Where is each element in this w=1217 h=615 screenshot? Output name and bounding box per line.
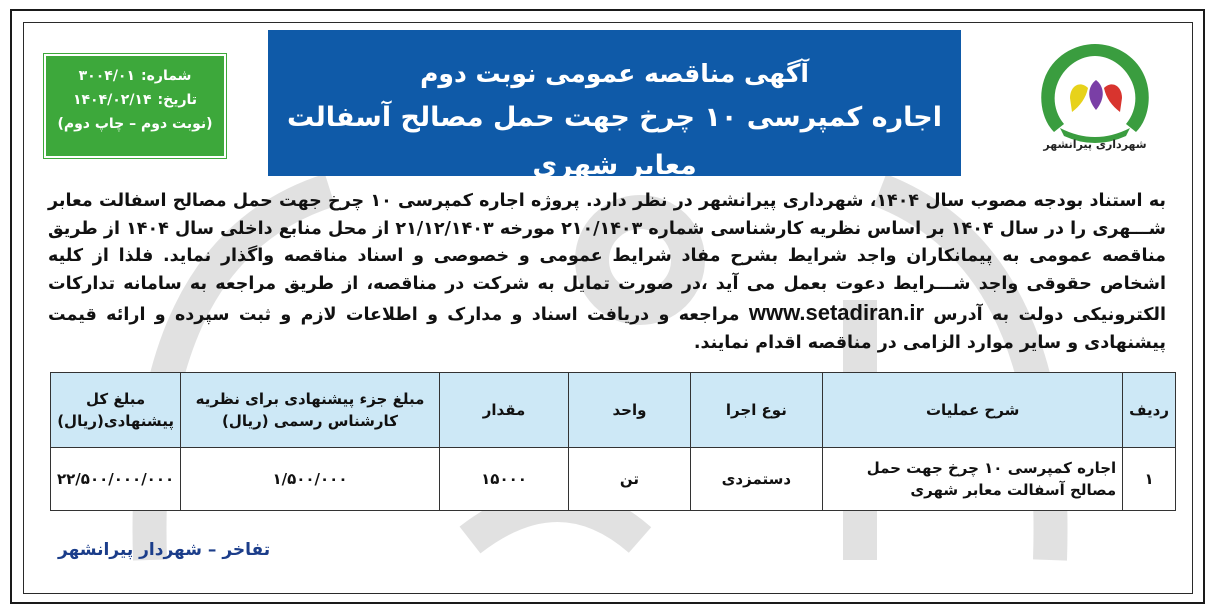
number-value: ۳۰۰۴/۰۱ xyxy=(78,68,136,84)
date-value: ۱۴۰۴/۰۲/۱۴ xyxy=(72,92,152,108)
date-label: تاریخ: xyxy=(157,92,198,108)
cell-unit: تن xyxy=(569,448,690,511)
header-unit: واحد xyxy=(569,373,690,448)
announcement-title: آگهی مناقصه عمومی نوبت دوم xyxy=(420,59,809,88)
header-quantity: مقدار xyxy=(439,373,569,448)
header-total-price: مبلغ کل پیشنهادی(ریال) xyxy=(51,373,181,448)
header-description: شرح عملیات xyxy=(823,373,1123,448)
edition-note: (نوبت دوم – چاپ دوم) xyxy=(57,116,213,132)
body-text-part1: به استناد بودجه مصوب سال ۱۴۰۴، شهرداری پیرانشهر در نظر دارد. پروژه اجاره کمپرسی ۱۰ چرخ جهت حمل مصالح اسفالت معابر شـــهری را در سال ۱۴۰۴ بر اساس نظریه کارشناسی شماره ۲۱۰/۱۴۰۳ مورخه ۲۱/۱۲/۱۴۰۳ از محل منابع داخلی سال ۱۴۰۴ از طریق مناقصه عمومی به پیمانکاران واجد شرایط بشرح مفاد شرایط عمومی و خصوصی و اسناد مناقصه واگذار نماید. فلذا از کلیه اشخاص حقوقی واجد شـــرایط دعوت بعمل می آید ،در صورت تمایل به شرکت در مناقصه، از طریق مراجعه به سامانه تدارکات الکترونیکی دولت به آدرس xyxy=(48,191,1167,325)
announcement-subject: اجاره کمپرسی ۱۰ چرخ جهت حمل مصالح آسفالت معابر شهری xyxy=(287,102,942,181)
cell-quantity: ۱۵۰۰۰ xyxy=(439,448,569,511)
cell-total-price: ۲۲/۵۰۰/۰۰۰/۰۰۰ xyxy=(51,448,181,511)
announcement-title-box xyxy=(268,30,961,181)
header-unit-price: مبلغ جزء پیشنهادی برای نظریه کارشناس رسمی (ریال) xyxy=(181,373,440,448)
tender-table xyxy=(50,372,1176,511)
cell-description: اجاره کمپرسی ۱۰ چرخ جهت حمل مصالح آسفالت معابر شهری xyxy=(823,448,1123,511)
logo-caption: شهرداری پیرانشهر xyxy=(1043,138,1147,151)
body-text-part2: مراجعه و دریافت اسناد و مدارک و اطلاعات لازم و ثبت سپرده و ارائه قیمت پیشنهادی و سایر موارد الزامی در مناقصه اقدام نمایند. xyxy=(48,304,1166,353)
reference-number-box xyxy=(44,54,226,158)
header-row-number: ردیف xyxy=(1123,373,1176,448)
cell-method: دستمزدی xyxy=(690,448,823,511)
table-header-row xyxy=(51,373,1176,448)
announcement-body xyxy=(48,188,1166,357)
setadiran-link[interactable]: www.setadiran.ir xyxy=(748,299,925,325)
header-method: نوع اجرا xyxy=(690,373,823,448)
cell-unit-price: ۱/۵۰۰/۰۰۰ xyxy=(181,448,440,511)
mayor-signature: تفاخر – شهردار پیرانشهر xyxy=(58,540,271,560)
number-label: شماره: xyxy=(141,68,192,84)
cell-row-number: ۱ xyxy=(1123,448,1176,511)
table-row xyxy=(51,448,1176,511)
